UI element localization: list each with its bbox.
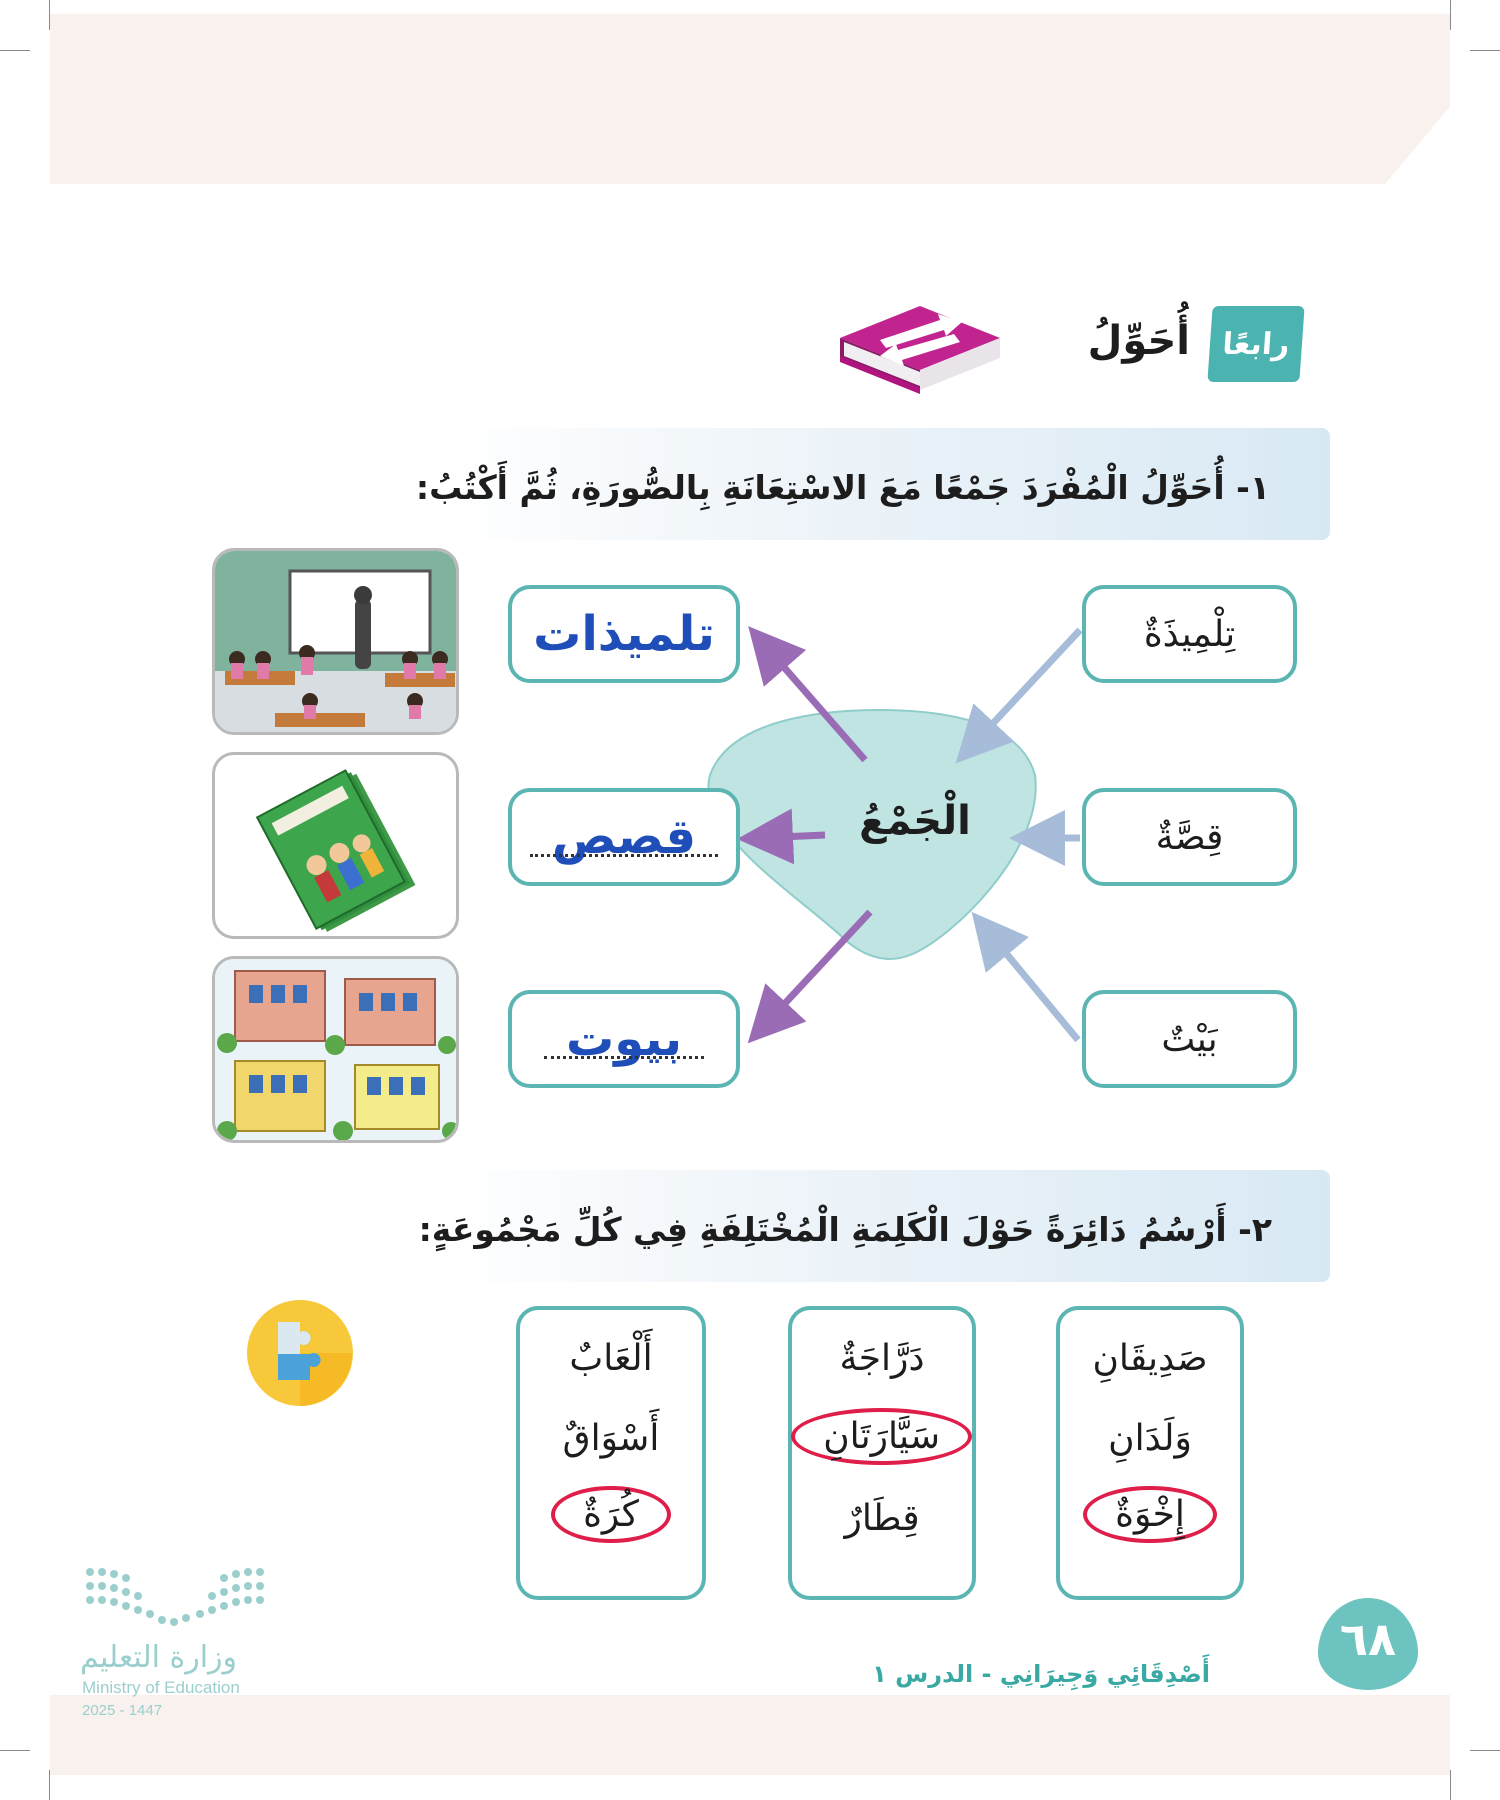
group-word[interactable]: دَرَّاجَةٌ [839,1338,925,1379]
ministry-year: 2025 - 1447 [82,1702,163,1719]
group-word[interactable]: وَلَدَانِ [1108,1418,1192,1459]
answer-circle: إِخْوَةٌ [1083,1486,1217,1543]
plural-word: تلميذات [533,606,715,662]
ministry-logo [82,1560,268,1630]
book-arrows-icon [830,298,1010,398]
storybooks-picture [212,752,459,939]
plural-answer-box[interactable] [508,788,740,886]
group-word[interactable]: صَدِيقَانِ [1092,1338,1208,1379]
classroom-picture [212,548,459,735]
answer-circle: كُرَةٌ [551,1486,671,1543]
footer-lesson-title: أَصْدِقَائِي وَجِيرَانِي - الدرس ١ [872,1660,1210,1688]
crop-mark [0,50,30,51]
singular-box [1082,990,1297,1088]
question-2-instruction: ٢- أَرْسُمُ دَائِرَةً حَوْلَ الْكَلِمَةِ الْمُخْتَلِفَةِ فِي كُلِّ مَجْمُوعَةٍ: [418,1210,1272,1249]
plural-word: بيوت [566,1011,682,1067]
group-word[interactable]: قِطَارٌ [844,1498,920,1539]
plural-answer-box[interactable] [508,990,740,1088]
crop-mark [1450,1770,1451,1800]
group-word-circled[interactable] [792,1408,972,1465]
singular-box [1082,585,1297,683]
ministry-name-arabic: وزارة التعليم [80,1640,238,1675]
singular-box [1082,788,1297,886]
ministry-name-english: Ministry of Education [82,1678,240,1697]
word-group [788,1306,976,1600]
footer-band [50,1695,1450,1775]
puzzle-icon [244,1298,356,1408]
singular-word: تِلْمِيذَةٌ [1143,613,1236,655]
plural-answer-box[interactable] [508,585,740,683]
section-badge: رابعًا [1207,306,1304,382]
section-title: أُحَوِّلُ [1087,318,1190,364]
word-group [1056,1306,1244,1600]
question-1-instruction: ١- أُحَوِّلُ الْمُفْرَدَ جَمْعًا مَعَ الاسْتِعَانَةِ بِالصُّورَةِ، ثُمَّ أَكْتُبُ: [415,468,1270,507]
crop-mark [1470,1750,1500,1751]
answer-circle: سَيَّارَتَانِ [791,1408,972,1465]
houses-picture [212,956,459,1143]
header-band [50,14,1450,184]
group-word-circled[interactable] [1060,1486,1240,1543]
singular-word: قِصَّةٌ [1155,816,1224,858]
group-word-circled[interactable] [520,1486,702,1543]
dotted-answer-line [530,854,718,857]
group-word[interactable]: أَسْوَاقٌ [562,1418,660,1459]
dotted-answer-line [544,1056,704,1059]
center-label: الْجَمْعُ [859,798,971,844]
crop-mark [1450,0,1451,30]
crop-mark [49,0,50,30]
crop-mark [1470,50,1500,51]
singular-word: بَيْتٌ [1161,1018,1218,1060]
word-group [516,1306,706,1600]
plural-word: قصص [552,809,696,865]
page-number: ٦٨ [1339,1612,1397,1666]
group-word[interactable]: أَلْعَابٌ [569,1338,653,1379]
crop-mark [0,1750,30,1751]
